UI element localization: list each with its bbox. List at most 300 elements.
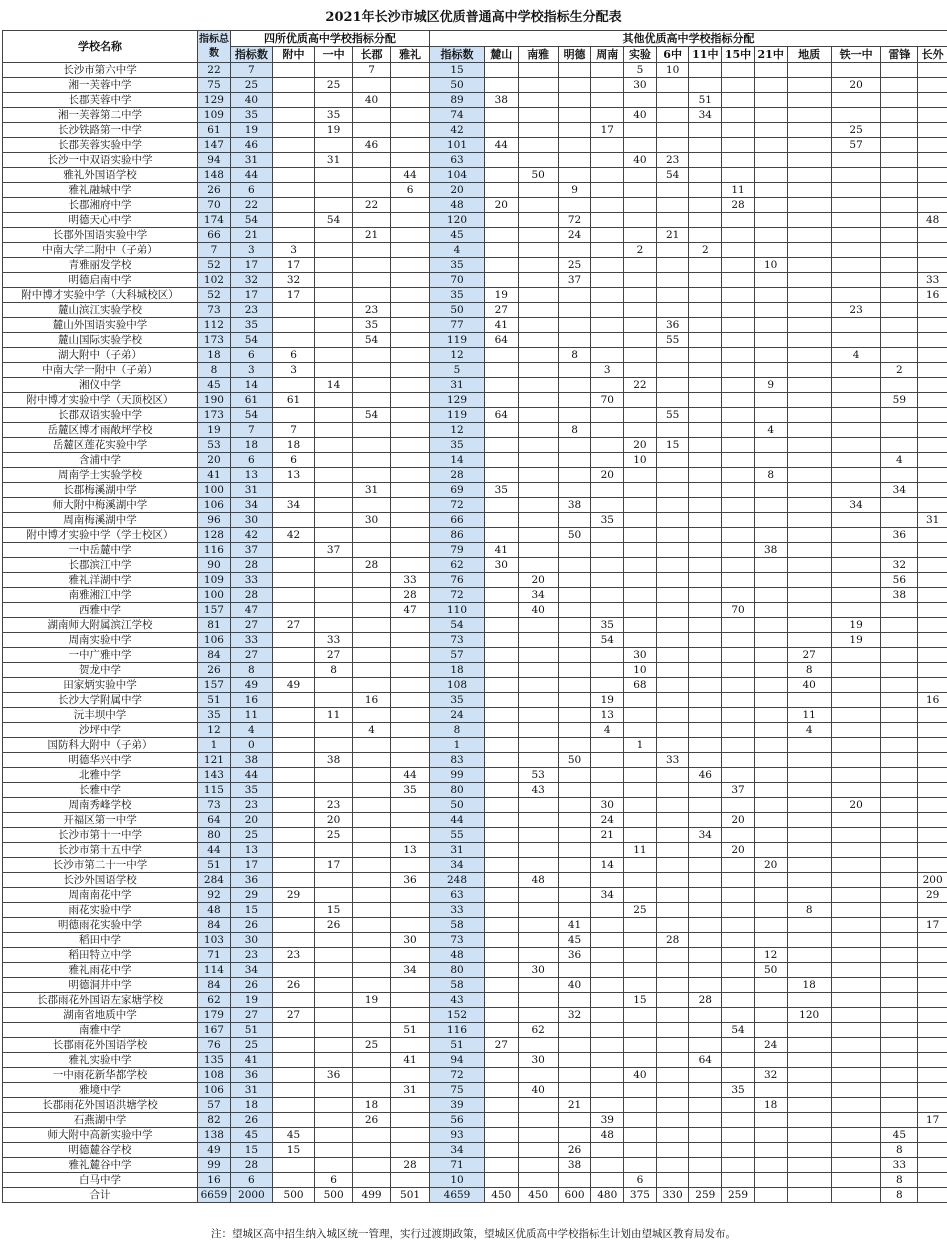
- value-cell: 35: [722, 1083, 755, 1098]
- value-cell: [656, 798, 689, 813]
- value-cell: [656, 123, 689, 138]
- value-cell: 30: [624, 78, 657, 93]
- value-cell: 80: [198, 828, 231, 843]
- value-cell: [624, 858, 657, 873]
- value-cell: 7: [272, 423, 314, 438]
- value-cell: [689, 723, 722, 738]
- value-cell: 4: [787, 723, 831, 738]
- value-cell: [918, 1068, 947, 1083]
- value-cell: [391, 753, 430, 768]
- value-cell: [391, 663, 430, 678]
- value-cell: [624, 228, 657, 243]
- value-cell: 25: [624, 903, 657, 918]
- value-cell: 40: [624, 108, 657, 123]
- value-cell: [918, 828, 947, 843]
- value-cell: [831, 543, 881, 558]
- value-cell: 47: [391, 603, 430, 618]
- value-cell: 29: [230, 888, 272, 903]
- value-cell: [624, 708, 657, 723]
- value-cell: [518, 993, 558, 1008]
- value-cell: 30: [591, 798, 624, 813]
- value-cell: 35: [430, 438, 485, 453]
- value-cell: [656, 978, 689, 993]
- value-cell: 20: [831, 798, 881, 813]
- value-cell: [558, 483, 591, 498]
- value-cell: [272, 483, 314, 498]
- value-cell: [722, 648, 755, 663]
- value-cell: [518, 348, 558, 363]
- value-cell: 35: [230, 318, 272, 333]
- value-cell: [518, 123, 558, 138]
- school-name-cell: 周南实验中学: [3, 633, 198, 648]
- value-cell: [591, 483, 624, 498]
- value-cell: [831, 393, 881, 408]
- value-cell: 200: [918, 873, 947, 888]
- value-cell: 173: [198, 333, 231, 348]
- value-cell: [518, 828, 558, 843]
- value-cell: [881, 1023, 918, 1038]
- value-cell: [656, 558, 689, 573]
- value-cell: [353, 1173, 391, 1188]
- value-cell: 31: [353, 483, 391, 498]
- table-row: [3, 1128, 947, 1143]
- table-row: [3, 903, 947, 918]
- school-name-cell: 附中博才实验中学（天顶校区）: [3, 393, 198, 408]
- value-cell: 8: [787, 663, 831, 678]
- header-col: 明德: [558, 47, 591, 63]
- school-name-cell: 师大附中梅溪湖中学: [3, 498, 198, 513]
- value-cell: [656, 948, 689, 963]
- value-cell: [272, 1023, 314, 1038]
- value-cell: [272, 1113, 314, 1128]
- value-cell: 38: [881, 588, 918, 603]
- value-cell: [353, 1128, 391, 1143]
- value-cell: [315, 783, 353, 798]
- value-cell: [484, 633, 518, 648]
- school-name-cell: 稻田特立中学: [3, 948, 198, 963]
- value-cell: 31: [918, 513, 947, 528]
- value-cell: [558, 678, 591, 693]
- value-cell: [353, 843, 391, 858]
- value-cell: [656, 858, 689, 873]
- value-cell: 20: [722, 843, 755, 858]
- value-cell: [391, 453, 430, 468]
- value-cell: [689, 318, 722, 333]
- value-cell: [881, 243, 918, 258]
- value-cell: [754, 1128, 787, 1143]
- value-cell: 33: [230, 573, 272, 588]
- value-cell: [722, 1038, 755, 1053]
- value-cell: [518, 1038, 558, 1053]
- value-cell: [484, 108, 518, 123]
- value-cell: [689, 213, 722, 228]
- value-cell: [272, 1158, 314, 1173]
- value-cell: 41: [484, 318, 518, 333]
- value-cell: [624, 753, 657, 768]
- value-cell: [272, 378, 314, 393]
- value-cell: [831, 858, 881, 873]
- value-cell: [518, 453, 558, 468]
- value-cell: [624, 1038, 657, 1053]
- table-row: [3, 843, 947, 858]
- value-cell: [518, 633, 558, 648]
- header-col: 周南: [591, 47, 624, 63]
- value-cell: 11: [722, 183, 755, 198]
- value-cell: [272, 63, 314, 78]
- value-cell: 28: [430, 468, 485, 483]
- value-cell: 50: [518, 168, 558, 183]
- value-cell: [787, 813, 831, 828]
- value-cell: [831, 63, 881, 78]
- value-cell: [484, 438, 518, 453]
- value-cell: 36: [656, 318, 689, 333]
- value-cell: [518, 978, 558, 993]
- value-cell: [754, 93, 787, 108]
- value-cell: [591, 63, 624, 78]
- value-cell: 23: [230, 303, 272, 318]
- value-cell: [881, 678, 918, 693]
- value-cell: [484, 153, 518, 168]
- value-cell: 49: [198, 1143, 231, 1158]
- value-cell: 375: [624, 1188, 657, 1203]
- value-cell: 54: [591, 633, 624, 648]
- value-cell: 54: [230, 213, 272, 228]
- value-cell: [624, 423, 657, 438]
- value-cell: [656, 543, 689, 558]
- value-cell: [754, 1143, 787, 1158]
- value-cell: [918, 963, 947, 978]
- value-cell: 34: [430, 1143, 485, 1158]
- value-cell: 57: [198, 1098, 231, 1113]
- value-cell: [722, 978, 755, 993]
- value-cell: [881, 123, 918, 138]
- value-cell: [391, 333, 430, 348]
- value-cell: [591, 228, 624, 243]
- value-cell: 21: [558, 1098, 591, 1113]
- header-school: 学校名称: [3, 31, 198, 63]
- value-cell: [656, 348, 689, 363]
- value-cell: [787, 78, 831, 93]
- value-cell: [315, 1008, 353, 1023]
- school-name-cell: 周南梅溪湖中学: [3, 513, 198, 528]
- value-cell: [918, 78, 947, 93]
- value-cell: 13: [591, 708, 624, 723]
- value-cell: [881, 1053, 918, 1068]
- value-cell: [656, 213, 689, 228]
- value-cell: [518, 183, 558, 198]
- value-cell: [918, 123, 947, 138]
- value-cell: [484, 1083, 518, 1098]
- value-cell: 8: [198, 363, 231, 378]
- value-cell: 6: [315, 1173, 353, 1188]
- value-cell: [831, 723, 881, 738]
- value-cell: [754, 903, 787, 918]
- value-cell: 102: [198, 273, 231, 288]
- value-cell: 3: [591, 363, 624, 378]
- value-cell: [689, 558, 722, 573]
- table-row: [3, 1008, 947, 1023]
- value-cell: [518, 483, 558, 498]
- value-cell: [591, 258, 624, 273]
- value-cell: [484, 753, 518, 768]
- school-name-cell: 南雅中学: [3, 1023, 198, 1038]
- value-cell: [315, 723, 353, 738]
- value-cell: [353, 378, 391, 393]
- value-cell: [689, 1068, 722, 1083]
- value-cell: [722, 963, 755, 978]
- value-cell: 152: [430, 1008, 485, 1023]
- table-row: [3, 798, 947, 813]
- value-cell: 54: [353, 333, 391, 348]
- value-cell: [518, 648, 558, 663]
- value-cell: 18: [787, 978, 831, 993]
- value-cell: 36: [391, 873, 430, 888]
- value-cell: [656, 1083, 689, 1098]
- value-cell: 61: [272, 393, 314, 408]
- value-cell: 11: [230, 708, 272, 723]
- value-cell: 450: [518, 1188, 558, 1203]
- table-row: [3, 453, 947, 468]
- value-cell: [272, 183, 314, 198]
- value-cell: [881, 783, 918, 798]
- value-cell: [518, 678, 558, 693]
- value-cell: [272, 588, 314, 603]
- value-cell: [722, 1008, 755, 1023]
- value-cell: [754, 438, 787, 453]
- header-group-others: 其他优质高中学校指标分配: [430, 31, 947, 47]
- value-cell: [689, 333, 722, 348]
- value-cell: [272, 783, 314, 798]
- value-cell: [881, 648, 918, 663]
- value-cell: 17: [230, 288, 272, 303]
- value-cell: 42: [430, 123, 485, 138]
- value-cell: [391, 438, 430, 453]
- value-cell: [391, 213, 430, 228]
- value-cell: 21: [353, 228, 391, 243]
- value-cell: [624, 183, 657, 198]
- value-cell: 34: [881, 483, 918, 498]
- value-cell: [315, 1023, 353, 1038]
- value-cell: [881, 993, 918, 1008]
- value-cell: 17: [315, 858, 353, 873]
- value-cell: [391, 723, 430, 738]
- table-row: [3, 1113, 947, 1128]
- value-cell: [918, 843, 947, 858]
- value-cell: [656, 1158, 689, 1173]
- value-cell: [353, 933, 391, 948]
- value-cell: [881, 408, 918, 423]
- value-cell: [918, 948, 947, 963]
- value-cell: 108: [198, 1068, 231, 1083]
- value-cell: 18: [430, 663, 485, 678]
- value-cell: [881, 1008, 918, 1023]
- table-row: [3, 1023, 947, 1038]
- value-cell: [918, 633, 947, 648]
- value-cell: [315, 198, 353, 213]
- value-cell: [272, 408, 314, 423]
- table-row: [3, 243, 947, 258]
- value-cell: [518, 888, 558, 903]
- value-cell: [754, 918, 787, 933]
- value-cell: [831, 198, 881, 213]
- value-cell: 101: [430, 138, 485, 153]
- value-cell: [918, 783, 947, 798]
- school-name-cell: 明德麓谷学校: [3, 1143, 198, 1158]
- value-cell: [391, 363, 430, 378]
- value-cell: 24: [591, 813, 624, 828]
- school-name-cell: 明德雨花实验中学: [3, 918, 198, 933]
- value-cell: [918, 363, 947, 378]
- value-cell: [881, 978, 918, 993]
- school-name-cell: 国防科大附中（子弟）: [3, 738, 198, 753]
- value-cell: [881, 858, 918, 873]
- value-cell: [591, 543, 624, 558]
- value-cell: [787, 198, 831, 213]
- value-cell: [918, 393, 947, 408]
- value-cell: [881, 603, 918, 618]
- value-cell: [353, 213, 391, 228]
- value-cell: [558, 888, 591, 903]
- value-cell: [754, 228, 787, 243]
- value-cell: [918, 303, 947, 318]
- value-cell: [754, 243, 787, 258]
- value-cell: 36: [315, 1068, 353, 1083]
- value-cell: [656, 618, 689, 633]
- value-cell: [272, 798, 314, 813]
- header-col: 南雅: [518, 47, 558, 63]
- value-cell: 40: [230, 93, 272, 108]
- value-cell: [591, 903, 624, 918]
- table-row: [3, 738, 947, 753]
- value-cell: 21: [230, 228, 272, 243]
- value-cell: [881, 288, 918, 303]
- value-cell: [722, 618, 755, 633]
- value-cell: [624, 483, 657, 498]
- value-cell: [754, 588, 787, 603]
- value-cell: [831, 453, 881, 468]
- value-cell: [656, 873, 689, 888]
- value-cell: [272, 318, 314, 333]
- value-cell: [353, 813, 391, 828]
- school-name-cell: 雅礼洋湖中学: [3, 573, 198, 588]
- value-cell: [831, 828, 881, 843]
- value-cell: [656, 363, 689, 378]
- value-cell: [315, 963, 353, 978]
- value-cell: 8: [230, 663, 272, 678]
- value-cell: 63: [430, 888, 485, 903]
- value-cell: 17: [230, 258, 272, 273]
- value-cell: [518, 1008, 558, 1023]
- value-cell: [918, 1158, 947, 1173]
- value-cell: 6659: [198, 1188, 231, 1203]
- value-cell: [656, 1038, 689, 1053]
- value-cell: [353, 468, 391, 483]
- value-cell: 1: [624, 738, 657, 753]
- value-cell: [831, 1143, 881, 1158]
- value-cell: [591, 1098, 624, 1113]
- value-cell: 27: [484, 1038, 518, 1053]
- value-cell: [754, 1113, 787, 1128]
- value-cell: [591, 993, 624, 1008]
- value-cell: [624, 633, 657, 648]
- value-cell: [689, 378, 722, 393]
- table-row: [3, 273, 947, 288]
- value-cell: [558, 903, 591, 918]
- value-cell: 148: [198, 168, 231, 183]
- value-cell: [881, 138, 918, 153]
- value-cell: [353, 153, 391, 168]
- value-cell: 35: [391, 783, 430, 798]
- value-cell: [558, 378, 591, 393]
- value-cell: [656, 603, 689, 618]
- table-row: [3, 198, 947, 213]
- value-cell: 12: [430, 348, 485, 363]
- value-cell: [391, 738, 430, 753]
- value-cell: [881, 633, 918, 648]
- value-cell: [831, 408, 881, 423]
- value-cell: 26: [198, 663, 231, 678]
- value-cell: [624, 873, 657, 888]
- value-cell: [918, 933, 947, 948]
- value-cell: 34: [230, 963, 272, 978]
- header-col: 11中: [689, 47, 722, 63]
- value-cell: [591, 648, 624, 663]
- value-cell: [518, 708, 558, 723]
- value-cell: [918, 723, 947, 738]
- value-cell: 33: [430, 903, 485, 918]
- value-cell: 55: [656, 408, 689, 423]
- value-cell: [518, 1113, 558, 1128]
- value-cell: [315, 843, 353, 858]
- value-cell: [881, 693, 918, 708]
- value-cell: [272, 198, 314, 213]
- value-cell: [722, 438, 755, 453]
- value-cell: [754, 603, 787, 618]
- value-cell: 39: [430, 1098, 485, 1113]
- value-cell: [591, 768, 624, 783]
- table-row: [3, 378, 947, 393]
- value-cell: 66: [430, 513, 485, 528]
- value-cell: 28: [230, 558, 272, 573]
- value-cell: [272, 153, 314, 168]
- value-cell: [918, 153, 947, 168]
- value-cell: [754, 108, 787, 123]
- value-cell: [754, 678, 787, 693]
- value-cell: [518, 78, 558, 93]
- value-cell: [722, 498, 755, 513]
- value-cell: [689, 708, 722, 723]
- value-cell: [624, 543, 657, 558]
- value-cell: [272, 828, 314, 843]
- value-cell: 16: [353, 693, 391, 708]
- value-cell: [272, 738, 314, 753]
- value-cell: [558, 288, 591, 303]
- table-row: [3, 138, 947, 153]
- value-cell: [353, 363, 391, 378]
- value-cell: [722, 708, 755, 723]
- value-cell: [689, 663, 722, 678]
- value-cell: 55: [656, 333, 689, 348]
- value-cell: [591, 168, 624, 183]
- school-name-cell: 岳麓区博才雨敞坪学校: [3, 423, 198, 438]
- value-cell: 47: [230, 603, 272, 618]
- value-cell: 38: [315, 753, 353, 768]
- value-cell: 450: [484, 1188, 518, 1203]
- value-cell: [353, 1143, 391, 1158]
- value-cell: [558, 198, 591, 213]
- value-cell: 31: [230, 153, 272, 168]
- value-cell: [722, 873, 755, 888]
